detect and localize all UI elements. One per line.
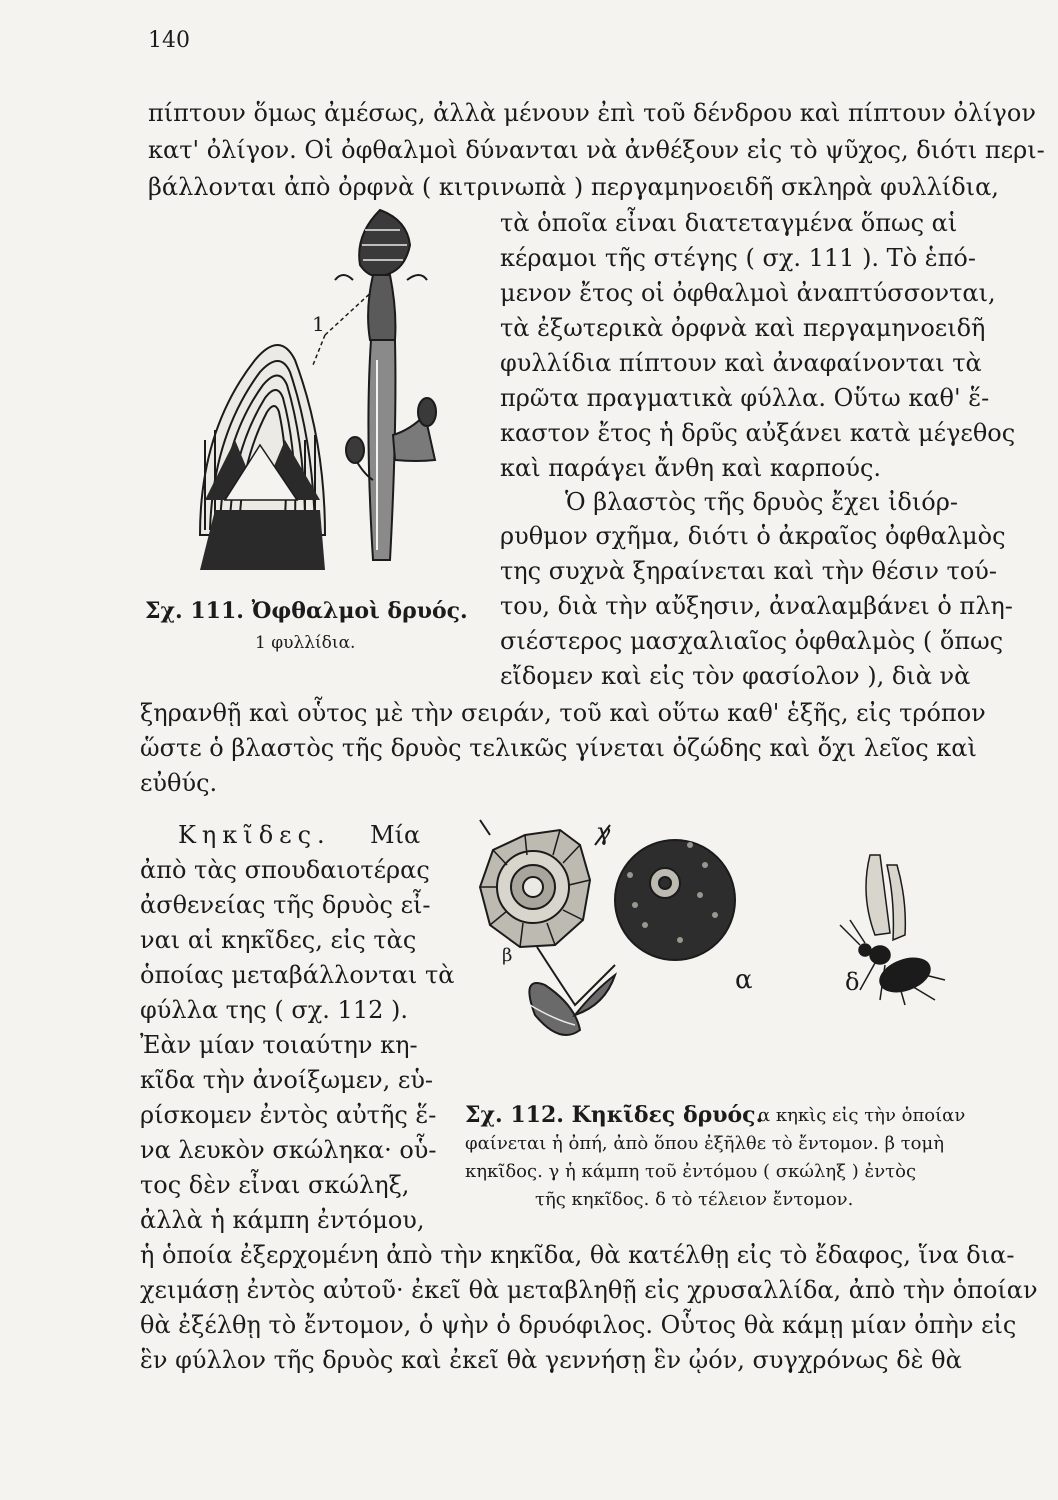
figure-111-oak-buds-illustration <box>185 200 495 600</box>
figure-112-caption-line: κηκῖδος. γ ἡ κάμπη τοῦ ἐντόμου ( σκώληξ ) ἐντὸς <box>465 1161 917 1182</box>
text-line: χειμάσῃ ἐντὸς αὐτοῦ· ἐκεῖ θὰ μεταβληθῇ εἰς χρυσαλλίδα, ἀπὸ τὴν ὁποίαν <box>140 1276 1038 1304</box>
text-line: ρίσκομεν ἐντὸς αὐτῆς ἕ- <box>140 1101 437 1129</box>
text-line: τος δὲν εἶναι σκώληξ, <box>140 1171 410 1199</box>
bud-cross-section <box>200 345 325 535</box>
gall-cross-section <box>480 830 590 947</box>
text-line: ἓν φύλλον τῆς δρυὸς καὶ ἐκεῖ θὰ γεννήσῃ ἓν ᾠόν, συγχρόνως δὲ θὰ <box>140 1346 962 1374</box>
figure-112-oak-galls-illustration <box>465 815 1005 1100</box>
text-line: της συχνὰ ξηραίνεται καὶ τὴν θέσιν τού- <box>500 557 997 585</box>
text-line: ἀσθενείας τῆς δρυὸς εἶ- <box>140 891 431 919</box>
text-line: καστον ἔτος ἡ δρῦς αὐξάνει κατὰ μέγεθος <box>500 419 1016 447</box>
figure-112-label-alpha: α <box>735 965 753 995</box>
figure-112-caption-line: φαίνεται ἡ ὀπή, ἀπὸ ὅπου ἐξῆλθε τὸ ἔντομον. β τομὴ <box>465 1133 944 1154</box>
text-line: ναι αἱ κηκῖδες, εἰς τὰς <box>140 926 417 954</box>
text-line: να λευκὸν σκώληκα· οὗ- <box>140 1136 437 1164</box>
text-line: ὁποίας μεταβάλλονται τὰ <box>140 961 455 989</box>
figure-112-label-delta: δ <box>845 968 860 996</box>
figure-112-caption: Σχ. 112. Κηκῖδες δρυός. <box>465 1102 764 1128</box>
figure-112-caption-line: α κηκὶς εἰς τὴν ὁποίαν <box>758 1105 966 1126</box>
text-line: ἀπὸ τὰς σπουδαιοτέρας <box>140 856 430 884</box>
text-line: ὥστε ὁ βλαστὸς τῆς δρυὸς τελικῶς γίνεται ὀζώδης καὶ ὄχι λεῖος καὶ <box>140 734 977 762</box>
text-line: τὰ ἐξωτερικὰ ὀρφνὰ καὶ περγαμηνοειδῆ <box>500 314 986 342</box>
text-line: κῖδα τὴν ἀνοίξωμεν, εὑ- <box>140 1066 434 1094</box>
page-number: 140 <box>148 28 190 53</box>
text-line: εἴδομεν καὶ εἰς τὸν φασίολον ), διὰ νὰ <box>500 662 971 690</box>
text-line: πρῶτα πραγματικὰ φύλλα. Οὕτω καθ' ἕ- <box>500 384 990 412</box>
text-line: τὰ ὁποῖα εἶναι διατεταγμένα ὅπως αἱ <box>500 209 958 237</box>
text-line: φύλλα της ( σχ. 112 ). <box>140 996 408 1024</box>
figure-112-label-gamma: γ <box>597 818 612 846</box>
text-line: κέραμοι τῆς στέγης ( σχ. 111 ). Τὸ ἑπό- <box>500 244 976 272</box>
text-line: σιέστερος μασχαλιαῖος ὀφθαλμὸς ( ὅπως <box>500 627 1004 655</box>
text-line: φυλλίδια πίπτουν καὶ ἀναφαίνονται τὰ <box>500 349 982 377</box>
text-line: μενον ἔτος οἱ ὀφθαλμοὶ ἀναπτύσσονται, <box>500 279 996 307</box>
figure-112-caption-line: τῆς κηκῖδος. δ τὸ τέλειον ἔντομον. <box>535 1189 854 1210</box>
text-line: Ὁ βλαστὸς τῆς δρυὸς ἔχει ἰδιόρ- <box>565 488 958 516</box>
text-line: θὰ ἐξέλθῃ τὸ ἔντομον, ὁ ψὴν ὁ δρυόφιλος. Οὗτος θὰ κάμῃ μίαν ὀπὴν εἰς <box>140 1311 1017 1339</box>
text-line: του, διὰ τὴν αὔξησιν, ἀναλαμβάνει ὁ πλη- <box>500 592 1013 620</box>
text-line: Μία <box>370 821 421 849</box>
figure-111-label-1: 1 <box>312 312 325 336</box>
figure-112-label-beta: β <box>502 945 513 966</box>
text-line: εὐθύς. <box>140 769 218 797</box>
text-line: ξηρανθῇ καὶ οὗτος μὲ τὴν σειράν, τοῦ καὶ οὕτω καθ' ἑξῆς, εἰς τρόπον <box>140 699 986 727</box>
text-line: βάλλονται ἀπὸ ὀρφνὰ ( κιτρινωπὰ ) περγαμηνοειδῆ σκληρὰ φυλλίδια, <box>148 173 999 201</box>
figure-111-caption-sub: 1 φυλλίδια. <box>255 633 356 653</box>
text-line: ρυθμον σχῆμα, διότι ὁ ἀκραῖος ὀφθαλμὸς <box>500 522 1006 550</box>
oak-twig-leaves <box>529 947 615 1035</box>
oak-twig <box>335 210 436 560</box>
text-line: Ἐὰν μίαν τοιαύτην κη- <box>140 1031 418 1059</box>
text-line: πίπτουν ὅμως ἀμέσως, ἀλλὰ μένουν ἐπὶ τοῦ δένδρου καὶ πίπτουν ὀλίγον <box>148 99 1036 127</box>
figure-111-caption: Σχ. 111. Ὀφθαλμοὶ δρυός. <box>145 598 468 624</box>
text-line: ἀλλὰ ἡ κάμπη ἐντόμου, <box>140 1206 425 1234</box>
text-line: καὶ παράγει ἄνθη καὶ καρπούς. <box>500 454 882 482</box>
text-line: κατ' ὀλίγον. Οἱ ὀφθαλμοὶ δύνανται νὰ ἀνθέξουν εἰς τὸ ψῦχος, διότι περι- <box>148 136 1045 164</box>
section-heading: Κηκῖδες. <box>178 821 331 849</box>
text-line: ἡ ὁποία ἐξερχομένη ἀπὸ τὴν κηκῖδα, θὰ κατέλθῃ εἰς τὸ ἔδαφος, ἵνα δια- <box>140 1241 1015 1269</box>
whole-gall <box>615 840 735 960</box>
